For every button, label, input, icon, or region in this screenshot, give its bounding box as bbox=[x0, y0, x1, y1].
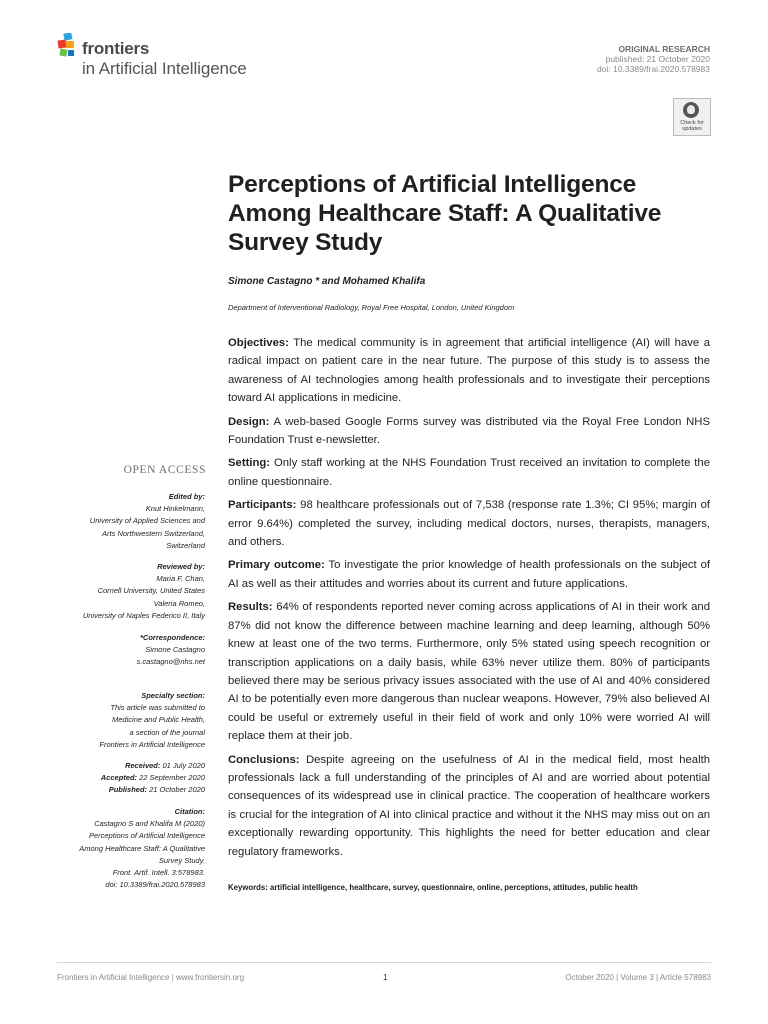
authors: Simone Castagno * and Mohamed Khalifa bbox=[228, 276, 426, 287]
journal-section: in Artificial Intelligence bbox=[82, 59, 247, 78]
citation: Citation: Castagno S and Khalifa M (2020) Perceptions of Artificial Intelligence Among Healthcare Staff: A Qualitative Survey Study. Front. Artif. Intell. 3:578983. doi: 10.3389/frai.2020.578983 bbox=[79, 807, 205, 890]
reviewed-by: Reviewed by: Maria F. Chan, Cornell University, United States Valeria Romeo, University of Naples Federico II, Italy bbox=[82, 562, 205, 620]
abstract-results: Results: 64% of respondents reported never coming across applications of AI in their work and 87% did not know the difference between machine learning and deep learning, although 50% knew at least one of the two terms. Furthermore, only 5% stated using speech recognition or transcription applications on a daily basis, while 63% never utilize them. 80% of participants believed there may be serious privacy issues associated with the use of AI and 40% considered AI to be potentially even more dangerous than nuclear weapons. However, 79% also believed AI could be useful or extremely useful in their field of work and only 10% were worried AI will replace them at their job. bbox=[228, 601, 710, 743]
journal-brand: frontiers bbox=[82, 39, 150, 58]
update-check-icon bbox=[683, 102, 699, 118]
abstract-conclusions: Conclusions: Despite agreeing on the usefulness of AI in the medical field, most health professionals lack a full understanding of the principles of AI and are worried about potential consequences of its widespread use in clinical practice. The cooperation of healthcare workers is crucial for the integration of AI into clinical practice and without it the NHS may miss out on an exceptionally rewarding opportunity. This highlights the need for better education and clear regulatory frameworks. bbox=[228, 753, 710, 858]
open-access-label: OPEN ACCESS bbox=[123, 464, 206, 476]
specialty-section: Specialty section: This article was submitted to Medicine and Public Health, a section of the journal Frontiers in Artificial Intelligence bbox=[99, 691, 205, 749]
abstract-participants: Participants: 98 healthcare professionals out of 7,538 (response rate 1.3%; CI 95%; margin of error 9.64%) completed the survey, including medical doctors, nurses, therapists, managers, and others. bbox=[228, 499, 710, 549]
correspondence-email[interactable]: s.castagno@nhs.net bbox=[136, 657, 205, 667]
check-for-updates-badge[interactable] bbox=[673, 98, 711, 136]
footer-issue: October 2020 | Volume 3 | Article 578983 bbox=[565, 973, 711, 982]
abstract-setting: Setting: Only staff working at the NHS Foundation Trust received an invitation to complete the online questionnaire. bbox=[228, 457, 710, 488]
abstract bbox=[228, 334, 710, 866]
abstract-objectives: Objectives: The medical community is in agreement that artificial intelligence (AI) will have a radical impact on patient care in the near future. The purpose of this study is to assess the awareness of AI technologies among health professionals and to investigate their perceptions toward AI applications in medicine. bbox=[228, 337, 710, 405]
article-title: Perceptions of Artificial Intelligence Among Healthcare Staff: A Qualitative Survey Study bbox=[228, 171, 662, 256]
article-doi: doi: 10.3389/frai.2020.578983 bbox=[597, 64, 710, 74]
correspondence: *Correspondence: Simone Castagno s.castagno@nhs.net bbox=[5, 632, 205, 669]
keywords: Keywords: artificial intelligence, healthcare, survey, questionnaire, online, perceptions, attitudes, public health bbox=[228, 883, 638, 892]
page-number: 1 bbox=[383, 973, 388, 982]
article-dates: Received: 01 July 2020 Accepted: 22 September 2020 Published: 21 October 2020 bbox=[100, 761, 205, 795]
abstract-primary-outcome: Primary outcome: To investigate the prior knowledge of health professionals on the subject of AI as well as their attitudes and worries about its current and future applications. bbox=[228, 559, 710, 590]
abstract-design: Design: A web-based Google Forms survey was distributed via the Royal Free London NHS Foundation Trust e-newsletter. bbox=[228, 415, 710, 447]
footer-journal-link[interactable]: Frontiers in Artificial Intelligence | www.frontiersin.org bbox=[57, 973, 245, 982]
frontiers-logo-icon bbox=[57, 33, 81, 61]
article-meta bbox=[597, 44, 710, 74]
affiliation: Department of Interventional Radiology, Royal Free Hospital, London, United Kingdom bbox=[228, 303, 515, 312]
badge-text: Check for updates bbox=[680, 120, 704, 132]
journal-logo bbox=[57, 33, 297, 81]
published-date: published: 21 October 2020 bbox=[605, 54, 710, 64]
footer-divider bbox=[57, 962, 711, 963]
edited-by: Edited by: Knut Hinkelmann, University of Applied Sciences and Arts Northwestern Switzerland, Switzerland bbox=[89, 492, 205, 550]
article-type: ORIGINAL RESEARCH bbox=[618, 44, 710, 54]
